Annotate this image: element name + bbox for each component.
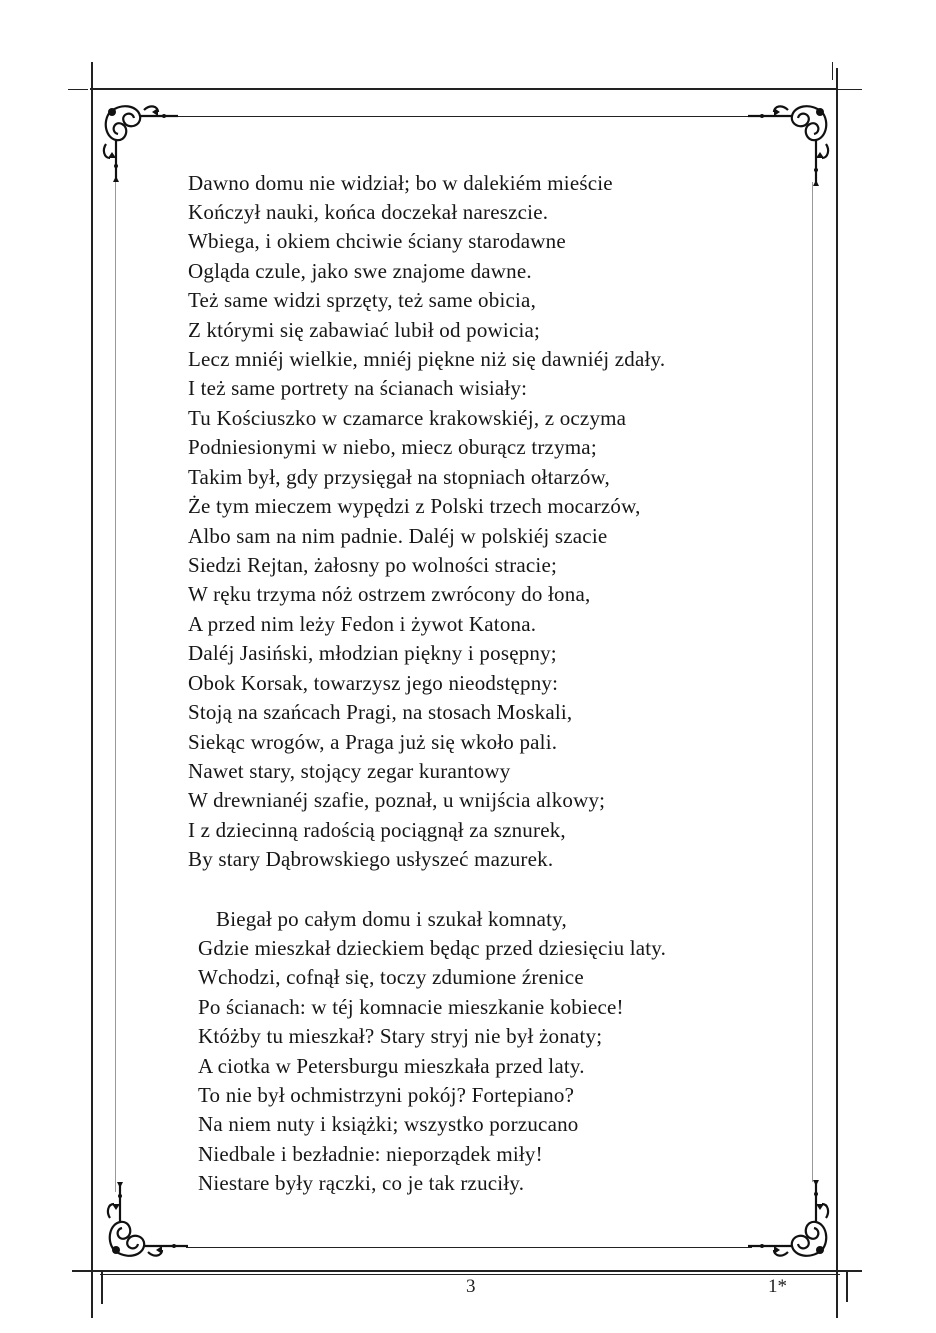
poem-line: W drewnianéj szafie, poznał, u wnijścia alkowy;: [188, 788, 606, 812]
poem-line: Po ścianach: w téj komnacie mieszkanie kobiece!: [198, 995, 624, 1019]
inner-bottom-rule: [186, 1247, 752, 1248]
poem-line: W ręku trzyma nóż ostrzem zwrócony do łona,: [188, 582, 591, 606]
bottom-rule-thin: [100, 1274, 840, 1275]
inner-right-rule: [812, 182, 813, 1182]
right-outer-tick: [832, 62, 833, 80]
poem-line: Ogląda czule, jako swe znajome dawne.: [188, 259, 532, 283]
poem-line: Obok Korsak, towarzysz jego nieodstępny:: [188, 671, 559, 695]
poem-line: Siedzi Rejtan, żałosny po wolności stracie;: [188, 553, 558, 577]
poem-line: Niedbale i bezładnie: nieporządek miły!: [198, 1142, 543, 1166]
poem-line: To nie był ochmistrzyni pokój? Fortepiano?: [198, 1083, 575, 1107]
bottom-left-tick: [101, 1272, 103, 1304]
bottom-right-tick: [846, 1272, 848, 1302]
left-rule: [91, 62, 93, 1318]
top-rule-right-ext: [838, 89, 862, 90]
inner-top-rule: [178, 116, 750, 117]
right-rule: [836, 68, 838, 1318]
poem-line: Nawet stary, stojący zegar kurantowy: [188, 759, 511, 783]
top-left-ornament-icon: [100, 100, 180, 186]
poem-line: Albo sam na nim padnie. Daléj w polskiéj szacie: [188, 524, 608, 548]
top-rule-extension: [68, 89, 88, 90]
poem-line: Też same widzi sprzęty, też same obicia,: [188, 288, 537, 312]
poem-line: Stoją na szańcach Pragi, na stosach Moskali,: [188, 700, 573, 724]
poem-line: Na niem nuty i książki; wszystko porzucano: [198, 1112, 579, 1136]
poem-line: A ciotka w Petersburgu mieszkała przed laty.: [198, 1054, 585, 1078]
poem-line: Biegał po całym domu i szukał komnaty,: [216, 907, 567, 931]
poem-line: Z którymi się zabawiać lubił od powicia;: [188, 318, 541, 342]
poem-line: Któżby tu mieszkał? Stary stryj nie był żonaty;: [198, 1024, 603, 1048]
poem-line: Siekąc wrogów, a Praga już się wkoło pali.: [188, 730, 558, 754]
poem-line: Podniesionymi w niebo, miecz oburącz trzyma;: [188, 435, 597, 459]
poem-line: Gdzie mieszkał dzieckiem będąc przed dziesięciu laty.: [198, 936, 667, 960]
poem-line: Takim był, gdy przysięgał na stopniach ołtarzów,: [188, 465, 610, 489]
poem-line: Wbiega, i okiem chciwie ściany starodawne: [188, 229, 566, 253]
signature-mark: 1*: [768, 1276, 787, 1297]
poem-line: Tu Kościuszko w czamarce krakowskiéj, z oczyma: [188, 406, 627, 430]
poem-line: Dawno domu nie widział; bo w dalekiém mieście: [188, 171, 613, 195]
bottom-right-ornament-icon: [746, 1180, 832, 1262]
top-right-ornament-icon: [746, 100, 832, 186]
poem-line: Kończył nauki, końca doczekał nareszcie.: [188, 200, 549, 224]
poem-line: By stary Dąbrowskiego usłyszeć mazurek.: [188, 847, 554, 871]
top-rule: [90, 88, 838, 90]
poem-line: I z dziecinną radością pociągnął za sznurek,: [188, 818, 566, 842]
poem-line: Daléj Jasiński, młodzian piękny i posępny;: [188, 641, 557, 665]
inner-left-rule: [115, 182, 116, 1192]
poem-line: Wchodzi, cofnął się, toczy zdumione źrenice: [198, 965, 584, 989]
page-number: 3: [466, 1276, 476, 1297]
poem-line: A przed nim leży Fedon i żywot Katona.: [188, 612, 537, 636]
bottom-left-ornament-icon: [104, 1182, 190, 1262]
poem-line: Lecz mniéj wielkie, mniéj piękne niż się dawniéj zdały.: [188, 347, 666, 371]
poem-line: Niestare były rączki, co je tak rzuciły.: [198, 1171, 525, 1195]
bottom-rule: [72, 1270, 862, 1272]
poem-line: Że tym mieczem wypędzi z Polski trzech mocarzów,: [188, 494, 641, 518]
poem-line: I też same portrety na ścianach wisiały:: [188, 376, 528, 400]
